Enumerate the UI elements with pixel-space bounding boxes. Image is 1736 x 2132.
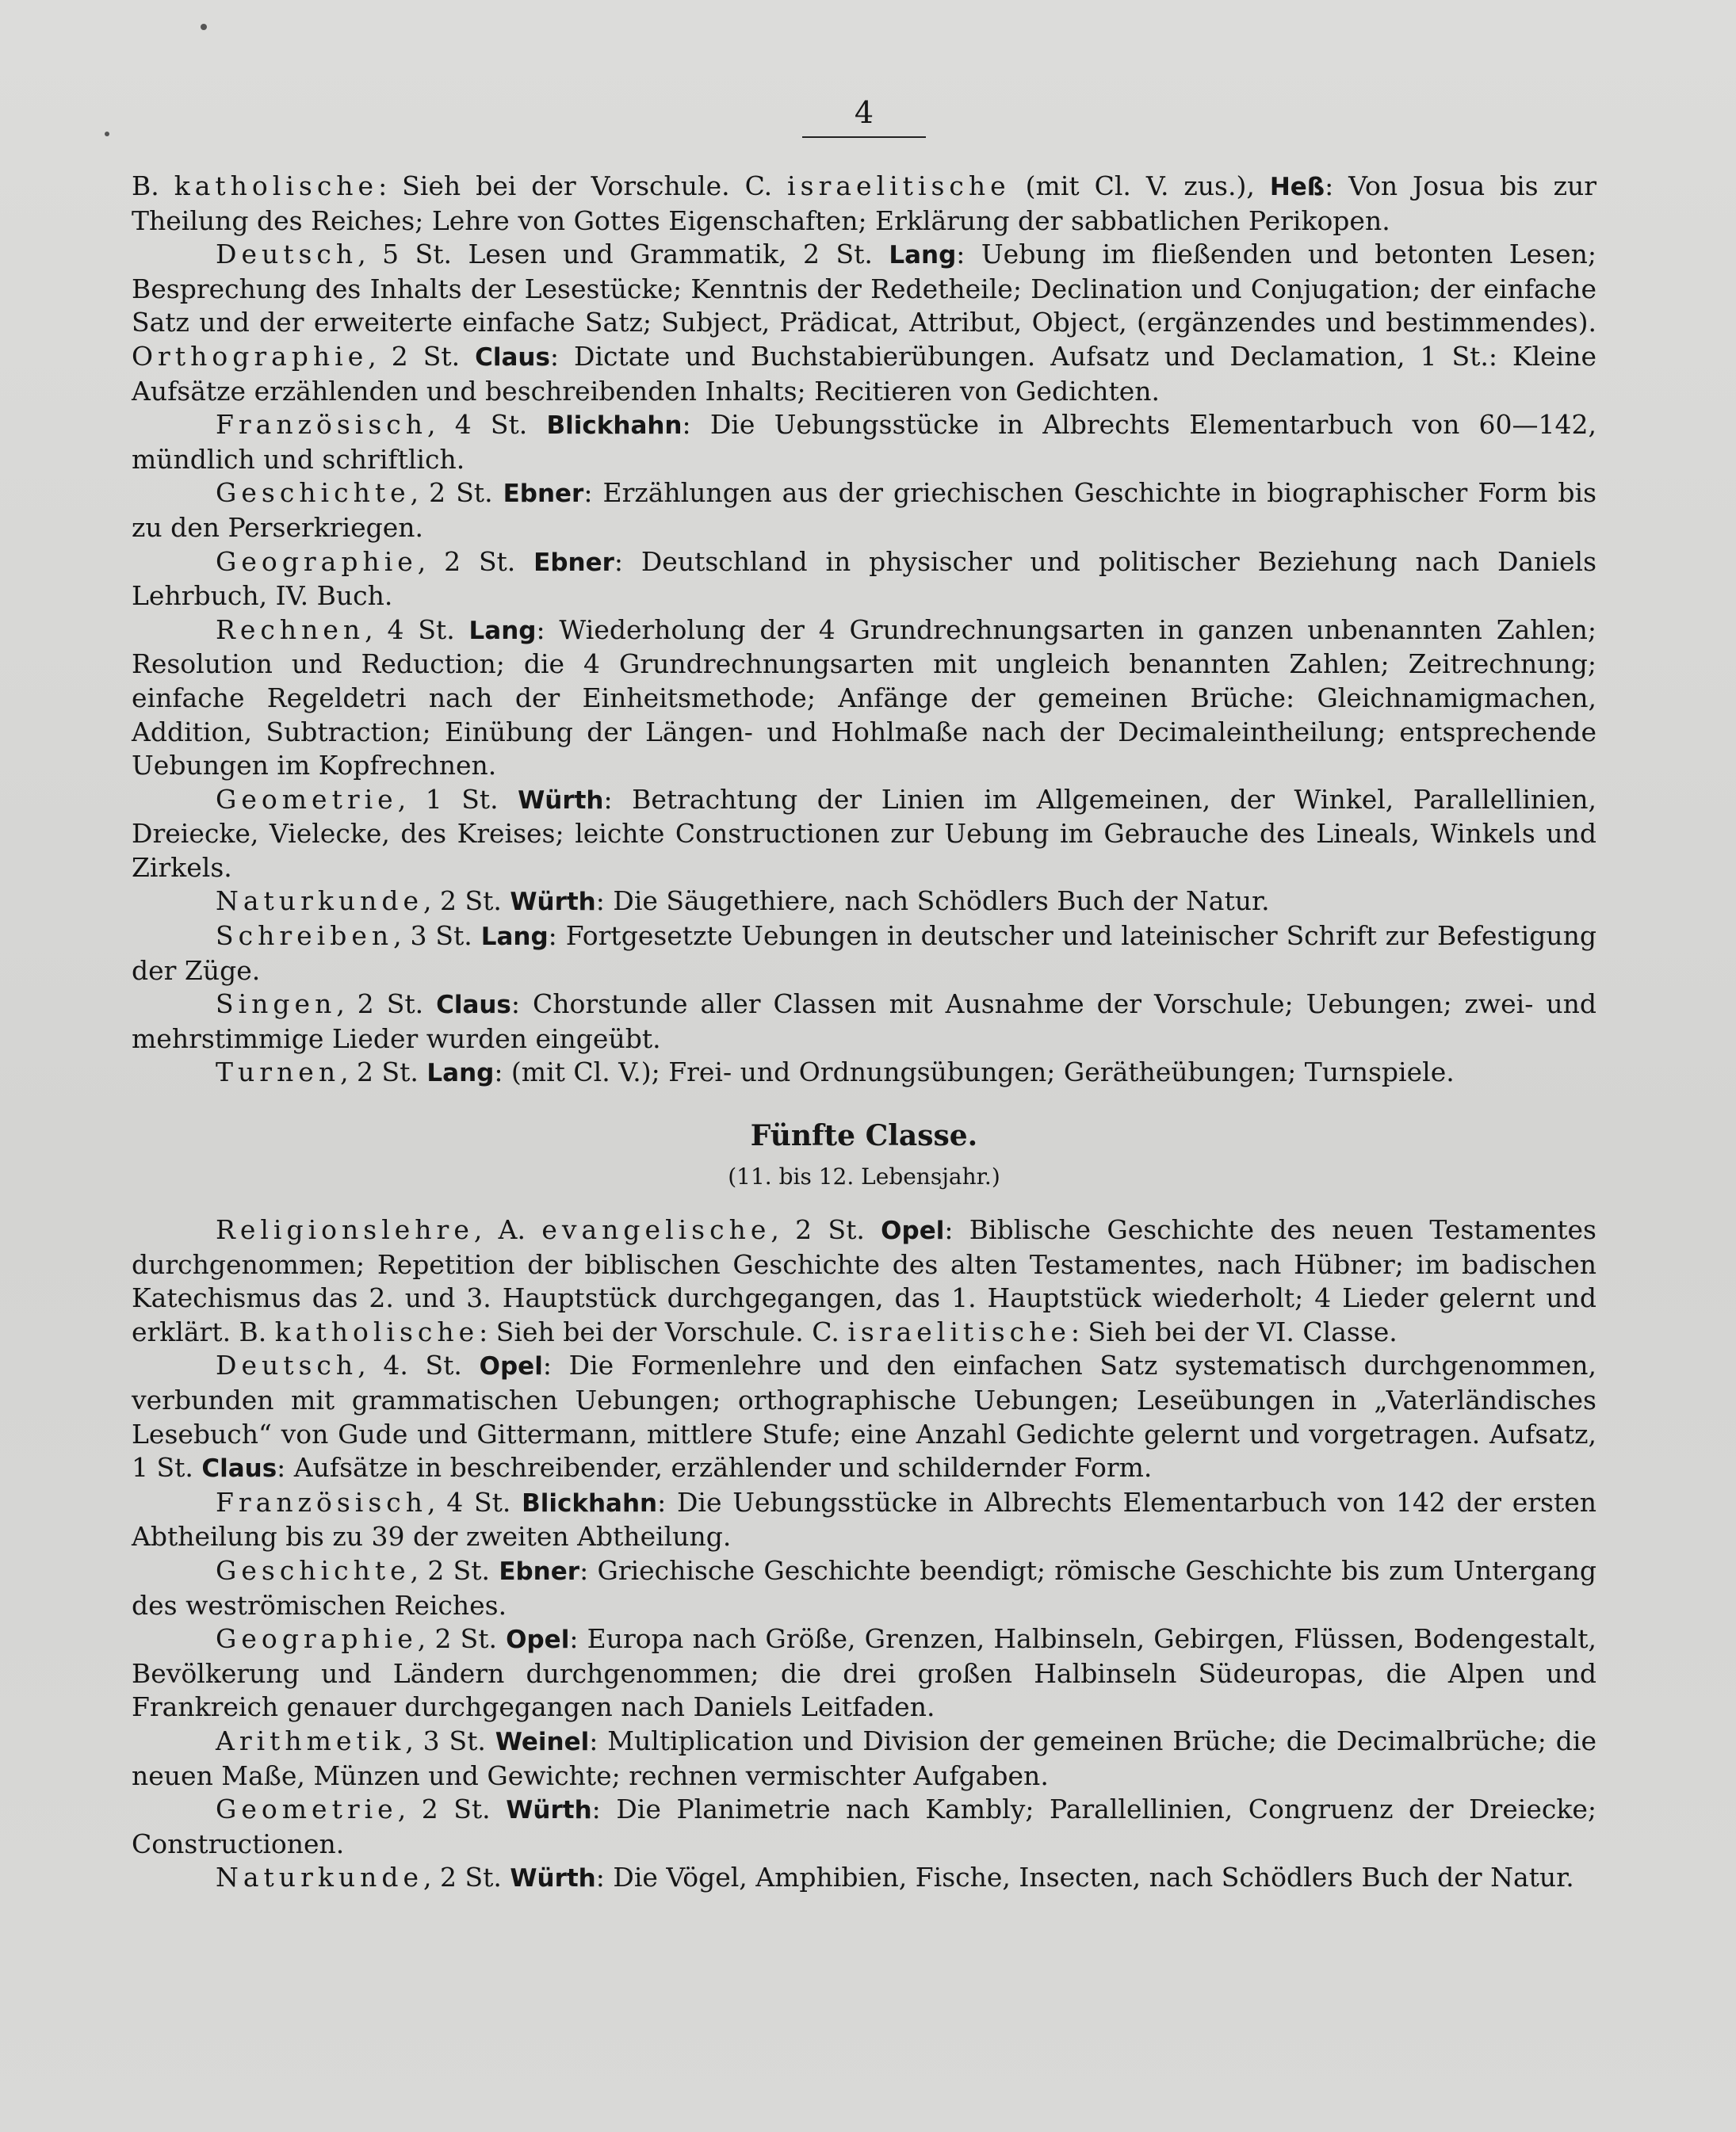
teacher-name: Opel [881, 1217, 945, 1246]
teacher-name: Opel [506, 1626, 570, 1655]
header-rule [802, 136, 926, 138]
paragraph-geschichte-v: Geschichte, 2 St. Ebner: Griechische Geschichte beendigt; römische Geschichte bis zum Untergang des weströmischen Reiches. [132, 1554, 1596, 1621]
subject-name: Deutsch [216, 239, 358, 270]
subject-name: Naturkunde [216, 885, 423, 917]
print-speck [201, 24, 207, 30]
section-age-range: (11. bis 12. Lebensjahr.) [728, 1163, 1000, 1190]
paragraph-deutsch-v: Deutsch, 4. St. Opel: Die Formenlehre und den einfachen Satz systematisch durchgenommen, verbunden mit grammatischen Uebungen; orthographische Uebungen; Leseübungen in „Vaterländisches Lesebuch“ von Gude und Gittermann, mittlere Stufe; eine Anzahl Gedichte gelernt und vorgetragen. Aufsatz, 1 St. Claus: Aufsätze in beschreibender, erzählender und schildernder Form. [132, 1350, 1597, 1484]
teacher-name: Weinel [495, 1727, 590, 1756]
paragraph-geographie-vi: Geographie, 2 St. Ebner: Deutschland in physischer und politischer Beziehung nach Daniels Lehrbuch, IV. Buch. [132, 545, 1597, 612]
paragraph-singen-vi: Singen, 2 St. Claus: Chorstunde aller Classen mit Ausnahme der Vorschule; Uebungen; zwei- und mehrstimmige Lieder wurden eingeübt. [132, 988, 1596, 1054]
teacher-name: Blickhahn [546, 411, 683, 441]
paragraph-franzoesisch-vi: Französisch, 4 St. Blickhahn: Die Uebungsstücke in Albrechts Elementarbuch von 60—142, mündlich und schriftlich. [132, 409, 1596, 475]
paragraph-geometrie-v: Geometrie, 2 St. Würth: Die Planimetrie nach Kambly; Parallellinien, Congruenz der Dreiecke; Constructionen. [132, 1794, 1596, 1859]
paragraph-geographie-v: Geographie, 2 St. Opel: Europa nach Größe, Grenzen, Halbinseln, Gebirgen, Flüssen, Bodengestalt, Bevölkerung und Ländern durchgenommen; die drei großen Halbinseln Südeuropas, die Alpen und Frankreich genauer durchgegangen nach Daniels Leitfaden. [132, 1623, 1597, 1723]
paragraph-franzoesisch-v: Französisch, 4 St. Blickhahn: Die Uebungsstücke in Albrechts Elementarbuch von 142 der ersten Abtheilung bis zu 39 der zweiten Abtheilung. [132, 1486, 1596, 1553]
teacher-name: Claus [201, 1454, 277, 1484]
teacher-name: Lang [468, 616, 537, 645]
subject-name: Naturkunde [216, 1862, 423, 1893]
teacher-name: Würth [518, 785, 604, 815]
paragraph-naturkunde-v: Naturkunde, 2 St. Würth: Die Vögel, Amphibien, Fische, Insecten, nach Schödlers Buch der Natur. [216, 1862, 1574, 1893]
subject-name: Religionslehre [216, 1214, 474, 1246]
paragraph-religion-vi: B. katholische: Sieh bei der Vorschule. C. israelitische (mit Cl. V. zus.), Heß: Von Josua bis zur Theilung des Reiches; Lehre von Gottes Eigenschaften; Erklärung der sabbatlichen Perikopen. [132, 170, 1596, 236]
subject-name: Geometrie [216, 1794, 398, 1825]
teacher-name: Würth [510, 1864, 596, 1893]
paragraph-turnen-vi: Turnen, 2 St. Lang: (mit Cl. V.); Frei- und Ordnungsübungen; Gerätheübungen; Turnspiele. [216, 1056, 1455, 1088]
paragraph-rechnen-vi: Rechnen, 4 St. Lang: Wiederholung der 4 Grundrechnungsarten in ganzen unbenannten Zahlen; Resolution und Reduction; die 4 Grundrechnungsarten mit ungleich benannten Zahlen; Zeitrechnung; einfache Regeldetri nach der Einheitsmethode; Anfänge der gemeinen Brüche: Gleichnamigmachen, Addition, Subtraction; Einübung der Längen- und Hohlmaße nach der Decimaleintheilung; entsprechende Uebungen im Kopfrechnen. [132, 613, 1597, 781]
paragraph-deutsch-vi: Deutsch, 5 St. Lesen und Grammatik, 2 St. Lang: Uebung im fließenden und betonten Lesen; Besprechung des Inhalts der Lesestücke; Kenntnis der Redetheile; Declination und Conjugation; der einfache Satz und der erweiterte einfache Satz; Subject, Prädicat, Attribut, Object, (ergänzendes und bestimmendes). Orthographie, 2 St. Claus: Dictate und Buchstabierübungen. Aufsatz und Declamation, 1 St.: Kleine Aufsätze erzählenden und beschreibenden Inhalts; Recitieren von Gedichten. [132, 239, 1597, 407]
teacher-name: Claus [475, 342, 550, 372]
paragraph-schreiben-vi: Schreiben, 3 St. Lang: Fortgesetzte Uebungen in deutscher und lateinischer Schrift zur Befestigung der Züge. [132, 920, 1596, 986]
teacher-name: Lang [889, 241, 957, 270]
subject-name: Französisch [216, 409, 428, 441]
section-heading: Fünfte Classe. [750, 1119, 978, 1153]
subject-name: Geschichte [216, 1554, 411, 1586]
paragraph-geometrie-vi: Geometrie, 1 St. Würth: Betrachtung der Linien im Allgemeinen, der Winkel, Parallellinien, Dreiecke, Vielecke, des Kreises; leichte Constructionen zur Uebung im Gebrauche des Lineals, Winkels und Zirkels. [132, 783, 1596, 883]
teacher-name: Würth [506, 1796, 592, 1825]
teacher-name: Blickhahn [522, 1488, 658, 1518]
teacher-name: Würth [510, 888, 596, 917]
teacher-name: Opel [479, 1352, 543, 1381]
paragraph-arithmetik-v: Arithmetik, 3 St. Weinel: Multiplication und Division der gemeinen Brüche; die Decimalbrüche; die neuen Maße, Münzen und Gewichte; rechnen vermischter Aufgaben. [132, 1725, 1596, 1791]
teacher-name: Ebner [533, 548, 614, 577]
paragraph-geschichte-vi: Geschichte, 2 St. Ebner: Erzählungen aus der griechischen Geschichte in biographischer Form bis zu den Perserkriegen. [132, 477, 1597, 543]
subject-name: Geographie [216, 1623, 418, 1655]
subject-name: Deutsch [216, 1350, 358, 1381]
paragraph-naturkunde-vi: Naturkunde, 2 St. Würth: Die Säugethiere, nach Schödlers Buch der Natur. [216, 885, 1270, 917]
subject-name: Singen [216, 988, 337, 1020]
subject-name: Arithmetik [216, 1725, 406, 1756]
page-number: 4 [854, 95, 874, 130]
subject-name: Geschichte [216, 477, 411, 509]
subject-name: Geometrie [216, 783, 398, 815]
paragraph-religion-v: Religionslehre, A. evangelische, 2 St. Opel: Biblische Geschichte des neuen Testamentes durchgenommen; Repetition der biblischen Geschichte des alten Testamentes, nach Hübner; im badischen Katechismus das 2. und 3. Hauptstück durchgegangen, das 1. Hauptstück wiederholt; 4 Lieder gelernt und erklärt. B. katholische: Sieh bei der Vorschule. C. israelitische: Sieh bei der VI. Classe. [132, 1214, 1596, 1347]
print-speck [105, 132, 109, 136]
subject-name: Französisch [216, 1486, 428, 1518]
teacher-name: Claus [436, 991, 511, 1020]
teacher-name: Ebner [503, 480, 584, 509]
teacher-name: Ebner [499, 1557, 580, 1586]
subject-name: Geographie [216, 545, 418, 577]
teacher-name: Lang [480, 923, 549, 952]
subject-name: Rechnen [216, 613, 365, 645]
subject-name: Schreiben [216, 920, 394, 952]
subject-name: Turnen [216, 1056, 341, 1088]
teacher-name: Heß [1269, 173, 1325, 201]
teacher-name: Lang [426, 1059, 495, 1088]
